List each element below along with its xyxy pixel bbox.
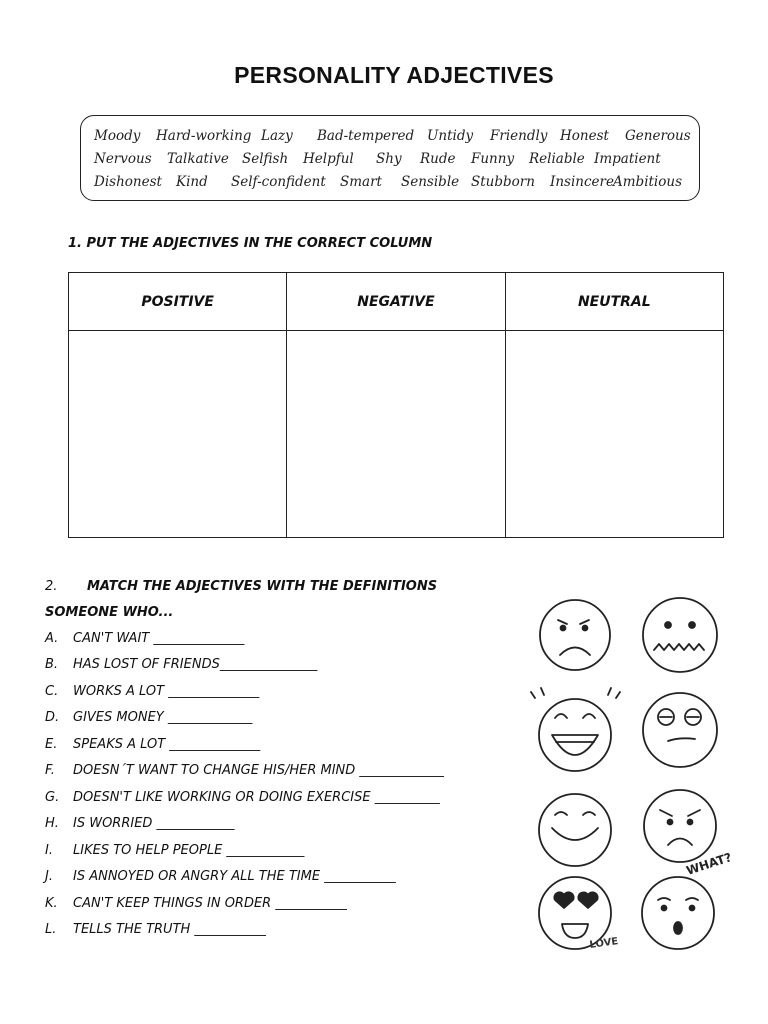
definition-item bbox=[45, 684, 259, 699]
skeptical-face-icon bbox=[643, 693, 717, 767]
adjective-word: Self-confident bbox=[231, 174, 326, 190]
definition-text: CAN'T KEEP THINGS IN ORDER ___________ bbox=[73, 896, 347, 911]
adjective-word: Helpful bbox=[303, 151, 354, 167]
section2-number: 2. bbox=[45, 579, 58, 594]
definition-item bbox=[45, 657, 317, 672]
definition-letter: B. bbox=[45, 657, 59, 672]
adjective-word: Rude bbox=[420, 151, 456, 167]
definition-text: DOESN'T LIKE WORKING OR DOING EXERCISE __________ bbox=[73, 790, 440, 805]
definition-letter: C. bbox=[45, 684, 59, 699]
adjective-word: Talkative bbox=[167, 151, 229, 167]
definition-item bbox=[45, 763, 444, 778]
adjective-word: Funny bbox=[471, 151, 515, 167]
adjective-word: Selfish bbox=[242, 151, 289, 167]
definition-item bbox=[45, 631, 244, 646]
adjective-word: Kind bbox=[176, 174, 208, 190]
definition-letter: E. bbox=[45, 737, 58, 752]
love-label: LOVE bbox=[588, 936, 619, 951]
adjective-word: Sensible bbox=[401, 174, 460, 190]
definition-letter: J. bbox=[45, 869, 53, 884]
adjective-word: Honest bbox=[560, 128, 609, 144]
adjective-word: Hard-working bbox=[156, 128, 252, 144]
what-label: WHAT? bbox=[684, 850, 734, 878]
adjective-word: Ambitious bbox=[613, 174, 683, 190]
adjective-columns-table bbox=[68, 272, 724, 538]
adjective-word: Stubborn bbox=[471, 174, 535, 190]
adjective-word: Impatient bbox=[594, 151, 661, 167]
adjective-word: Reliable bbox=[529, 151, 585, 167]
adjective-word: Moody bbox=[94, 128, 141, 144]
definition-item bbox=[45, 896, 347, 911]
surprised-face-icon bbox=[642, 877, 714, 949]
definition-letter: F. bbox=[45, 763, 55, 778]
definition-item bbox=[45, 710, 252, 725]
definition-item bbox=[45, 869, 396, 884]
definition-text: CAN'T WAIT ______________ bbox=[73, 631, 245, 646]
adjective-word: Untidy bbox=[427, 128, 474, 144]
definition-item bbox=[45, 843, 304, 858]
definition-text: IS ANNOYED OR ANGRY ALL THE TIME ___________ bbox=[73, 869, 396, 884]
adjective-word-box bbox=[80, 115, 700, 201]
column-header-positive: POSITIVE bbox=[69, 273, 287, 331]
adjective-word: Generous bbox=[625, 128, 691, 144]
section2-heading bbox=[45, 579, 437, 594]
laughing-face-icon bbox=[531, 688, 620, 771]
smiling-face-icon bbox=[539, 794, 611, 866]
adjective-word: Smart bbox=[340, 174, 382, 190]
column-header-neutral: NEUTRAL bbox=[505, 273, 723, 331]
definition-text: TELLS THE TRUTH ___________ bbox=[73, 922, 266, 937]
definition-item bbox=[45, 737, 260, 752]
definition-text: HAS LOST OF FRIENDS_______________ bbox=[73, 657, 318, 672]
emoji-faces-illustration bbox=[530, 590, 740, 960]
definition-letter: D. bbox=[45, 710, 60, 725]
adjective-word: Shy bbox=[376, 151, 402, 167]
definition-text: SPEAKS A LOT ______________ bbox=[73, 737, 261, 752]
sad-face-icon bbox=[540, 600, 610, 670]
definition-letter: G. bbox=[45, 790, 60, 805]
definition-letter: H. bbox=[45, 816, 59, 831]
section2-subheading: SOMEONE WHO... bbox=[45, 605, 174, 620]
definition-letter: K. bbox=[45, 896, 58, 911]
positive-answer-cell[interactable] bbox=[69, 331, 287, 538]
angry-face-icon bbox=[644, 790, 716, 862]
definition-letter: A. bbox=[45, 631, 59, 646]
section1-heading: 1. PUT THE ADJECTIVES IN THE CORRECT COLUMN bbox=[68, 236, 433, 251]
definition-letter: L. bbox=[45, 922, 57, 937]
definition-letter: I. bbox=[45, 843, 53, 858]
definition-item bbox=[45, 922, 266, 937]
definition-text: WORKS A LOT ______________ bbox=[73, 684, 260, 699]
adjective-word: Nervous bbox=[94, 151, 152, 167]
adjective-word: Bad-tempered bbox=[317, 128, 415, 144]
definition-text: LIKES TO HELP PEOPLE ____________ bbox=[73, 843, 305, 858]
definition-text: DOESN´T WANT TO CHANGE HIS/HER MIND _____________ bbox=[73, 763, 444, 778]
definition-text: IS WORRIED ____________ bbox=[73, 816, 235, 831]
neutral-answer-cell[interactable] bbox=[505, 331, 723, 538]
adjective-word: Insincere bbox=[550, 174, 614, 190]
negative-answer-cell[interactable] bbox=[287, 331, 505, 538]
nervous-face-icon bbox=[643, 598, 717, 672]
definition-item bbox=[45, 790, 440, 805]
definition-text: GIVES MONEY _____________ bbox=[73, 710, 253, 725]
column-header-negative: NEGATIVE bbox=[287, 273, 505, 331]
adjective-word: Lazy bbox=[261, 128, 293, 144]
page-title: PERSONALITY ADJECTIVES bbox=[234, 62, 554, 88]
definition-item bbox=[45, 816, 235, 831]
section2-heading-text: MATCH THE ADJECTIVES WITH THE DEFINITIONS bbox=[87, 579, 438, 594]
adjective-word: Friendly bbox=[490, 128, 548, 144]
adjective-word: Dishonest bbox=[94, 174, 162, 190]
